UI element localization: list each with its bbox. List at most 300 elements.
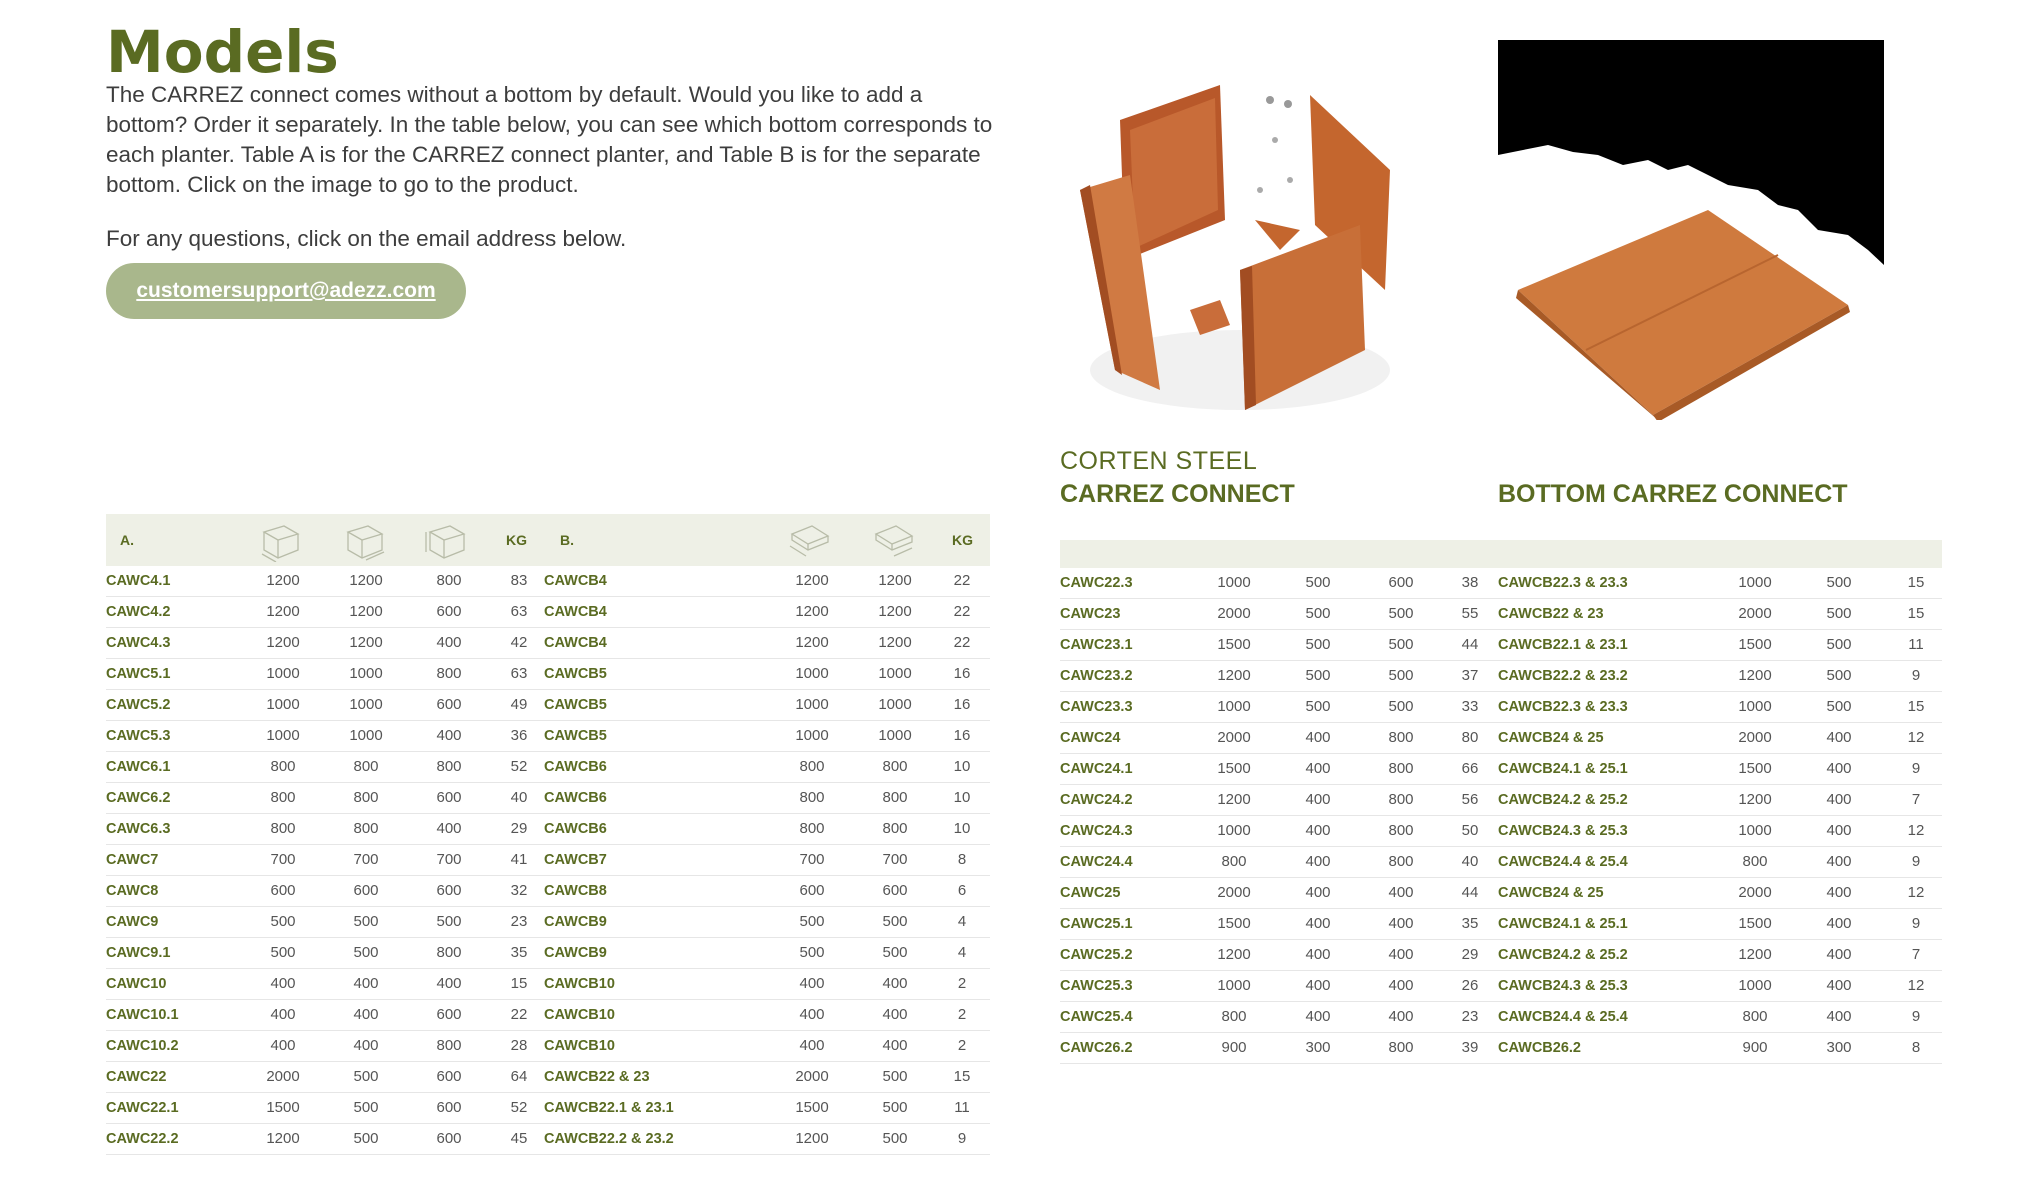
value-cell: 56 <box>1461 791 1479 808</box>
value-cell: 400 <box>882 975 908 992</box>
value-cell: 400 <box>270 1037 296 1054</box>
value-cell: 500 <box>1388 698 1414 715</box>
value-cell: 36 <box>510 727 528 744</box>
value-cell: 7 <box>1911 946 1921 963</box>
value-cell: 64 <box>510 1068 528 1085</box>
value-cell: 52 <box>510 1099 528 1116</box>
email-link-button[interactable]: customersupport@adezz.com <box>106 263 466 319</box>
value-cell: 40 <box>510 789 528 806</box>
value-cell: 2 <box>957 1006 967 1023</box>
model-code-cell[interactable]: CAWCB6 <box>544 821 607 837</box>
value-cell: 800 <box>882 758 908 775</box>
model-code-cell[interactable]: CAWC24 <box>1060 730 1121 746</box>
model-code-cell[interactable]: CAWC9.1 <box>106 945 171 961</box>
value-cell: 400 <box>799 975 825 992</box>
value-cell: 800 <box>270 789 296 806</box>
model-code-cell[interactable]: CAWCB6 <box>544 759 607 775</box>
value-cell: 15 <box>1907 574 1925 591</box>
model-code-cell[interactable]: CAWCB24.2 & 25.2 <box>1498 947 1628 963</box>
value-cell: 400 <box>1826 729 1852 746</box>
value-cell: 1200 <box>266 1130 300 1147</box>
value-cell: 800 <box>270 820 296 837</box>
value-cell: 41 <box>510 851 528 868</box>
value-cell: 22 <box>953 572 971 589</box>
value-cell: 500 <box>799 944 825 961</box>
value-cell: 1000 <box>266 696 300 713</box>
value-cell: 400 <box>1388 977 1414 994</box>
model-code-cell[interactable]: CAWC23 <box>1060 606 1121 622</box>
model-code-cell[interactable]: CAWC6.2 <box>106 790 171 806</box>
table-row <box>106 690 990 721</box>
value-cell: 1200 <box>1738 946 1772 963</box>
table-row <box>106 814 990 845</box>
table-row <box>1060 599 1942 630</box>
value-cell: 2000 <box>1738 729 1772 746</box>
value-cell: 600 <box>436 1130 462 1147</box>
value-cell: 400 <box>1305 915 1331 932</box>
model-code-cell[interactable]: CAWCB22.3 & 23.3 <box>1498 575 1628 591</box>
value-cell: 400 <box>1305 729 1331 746</box>
value-cell: 1200 <box>1738 791 1772 808</box>
model-code-cell[interactable]: CAWC6.1 <box>106 759 171 775</box>
value-cell: 400 <box>270 1006 296 1023</box>
model-code-cell[interactable]: CAWCB22.2 & 23.2 <box>544 1131 674 1147</box>
value-cell: 800 <box>270 758 296 775</box>
table-row <box>106 907 990 938</box>
value-cell: 400 <box>1826 1008 1852 1025</box>
value-cell: 1200 <box>1738 667 1772 684</box>
model-code-cell[interactable]: CAWC23.3 <box>1060 699 1133 715</box>
value-cell: 500 <box>1826 698 1852 715</box>
value-cell: 2 <box>957 1037 967 1054</box>
value-cell: 800 <box>436 758 462 775</box>
value-cell: 400 <box>1826 791 1852 808</box>
value-cell: 500 <box>270 913 296 930</box>
bottom-illustration <box>1498 40 1884 420</box>
model-code-cell[interactable]: CAWC5.3 <box>106 728 171 744</box>
value-cell: 600 <box>353 882 379 899</box>
model-code-cell[interactable]: CAWCB10 <box>544 1038 615 1054</box>
value-cell: 7 <box>1911 791 1921 808</box>
value-cell: 500 <box>799 913 825 930</box>
table-row <box>106 1124 990 1155</box>
value-cell: 700 <box>353 851 379 868</box>
model-code-cell[interactable]: CAWCB10 <box>544 976 615 992</box>
model-code-cell[interactable]: CAWC23.2 <box>1060 668 1133 684</box>
value-cell: 500 <box>353 1068 379 1085</box>
value-cell: 1000 <box>1217 822 1251 839</box>
table-row <box>106 938 990 969</box>
value-cell: 1200 <box>795 572 829 589</box>
value-cell: 40 <box>1461 853 1479 870</box>
value-cell: 15 <box>1907 605 1925 622</box>
model-code-cell[interactable]: CAWCB6 <box>544 790 607 806</box>
model-code-cell[interactable]: CAWCB22.1 & 23.1 <box>1498 637 1628 653</box>
table-row <box>1060 878 1942 909</box>
value-cell: 11 <box>954 1099 970 1116</box>
value-cell: 1000 <box>266 665 300 682</box>
model-code-cell[interactable]: CAWC5.1 <box>106 666 171 682</box>
depth-dimension-icon <box>342 522 388 567</box>
value-cell: 800 <box>436 1037 462 1054</box>
value-cell: 400 <box>436 820 462 837</box>
value-cell: 29 <box>510 820 528 837</box>
value-cell: 600 <box>436 789 462 806</box>
value-cell: 800 <box>436 572 462 589</box>
value-cell: 700 <box>799 851 825 868</box>
value-cell: 600 <box>436 1068 462 1085</box>
value-cell: 800 <box>882 789 908 806</box>
model-code-cell[interactable]: CAWCB22 & 23 <box>544 1069 650 1085</box>
table-row <box>1060 568 1942 599</box>
header-a: A. <box>120 532 134 548</box>
value-cell: 400 <box>1388 884 1414 901</box>
value-cell: 1000 <box>1217 698 1251 715</box>
model-code-cell[interactable]: CAWCB5 <box>544 728 607 744</box>
value-cell: 66 <box>1461 760 1479 777</box>
value-cell: 1500 <box>1738 760 1772 777</box>
table-header <box>1060 540 1942 568</box>
table-row <box>106 721 990 752</box>
value-cell: 1200 <box>349 634 383 651</box>
value-cell: 500 <box>353 1130 379 1147</box>
model-code-cell[interactable]: CAWC22.3 <box>1060 575 1133 591</box>
value-cell: 400 <box>1826 977 1852 994</box>
value-cell: 400 <box>1305 822 1331 839</box>
value-cell: 400 <box>1826 915 1852 932</box>
model-code-cell[interactable]: CAWC10.2 <box>106 1038 179 1054</box>
value-cell: 22 <box>953 603 971 620</box>
value-cell: 400 <box>1305 760 1331 777</box>
value-cell: 500 <box>436 913 462 930</box>
value-cell: 1200 <box>349 572 383 589</box>
value-cell: 9 <box>1911 667 1921 684</box>
value-cell: 800 <box>1388 729 1414 746</box>
value-cell: 800 <box>1742 853 1768 870</box>
width-dimension-icon <box>258 522 304 567</box>
value-cell: 500 <box>882 944 908 961</box>
value-cell: 63 <box>510 603 528 620</box>
value-cell: 83 <box>510 572 528 589</box>
model-code-cell[interactable]: CAWC22.1 <box>106 1100 179 1116</box>
value-cell: 33 <box>1461 698 1479 715</box>
value-cell: 1500 <box>1217 636 1251 653</box>
model-code-cell[interactable]: CAWCB4 <box>544 604 607 620</box>
value-cell: 500 <box>1305 574 1331 591</box>
model-code-cell[interactable]: CAWCB22.3 & 23.3 <box>1498 699 1628 715</box>
value-cell: 2000 <box>1217 884 1251 901</box>
value-cell: 1200 <box>878 572 912 589</box>
value-cell: 49 <box>510 696 528 713</box>
table-a-b <box>106 514 990 1155</box>
value-cell: 1200 <box>349 603 383 620</box>
table-row <box>106 566 990 597</box>
value-cell: 500 <box>1826 605 1852 622</box>
table-row <box>106 659 990 690</box>
value-cell: 400 <box>1305 884 1331 901</box>
value-cell: 2000 <box>1217 729 1251 746</box>
value-cell: 700 <box>270 851 296 868</box>
value-cell: 500 <box>882 1099 908 1116</box>
model-code-cell[interactable]: CAWC24.2 <box>1060 792 1133 808</box>
value-cell: 800 <box>436 665 462 682</box>
model-code-cell[interactable]: CAWC25.1 <box>1060 916 1133 932</box>
value-cell: 1000 <box>878 696 912 713</box>
value-cell: 600 <box>436 603 462 620</box>
table-row <box>106 1093 990 1124</box>
model-code-cell[interactable]: CAWC4.3 <box>106 635 171 651</box>
value-cell: 10 <box>953 789 971 806</box>
value-cell: 500 <box>353 944 379 961</box>
value-cell: 1200 <box>878 634 912 651</box>
value-cell: 400 <box>436 634 462 651</box>
value-cell: 800 <box>882 820 908 837</box>
value-cell: 37 <box>1461 667 1479 684</box>
model-code-cell[interactable]: CAWCB9 <box>544 914 607 930</box>
value-cell: 1000 <box>1738 698 1772 715</box>
value-cell: 16 <box>953 665 971 682</box>
table-row <box>106 783 990 814</box>
value-cell: 800 <box>353 789 379 806</box>
value-cell: 42 <box>510 634 528 651</box>
model-code-cell[interactable]: CAWC8 <box>106 883 159 899</box>
value-cell: 800 <box>353 820 379 837</box>
model-code-cell[interactable]: CAWC24.4 <box>1060 854 1133 870</box>
value-cell: 35 <box>510 944 528 961</box>
header-kg-b: KG <box>952 532 973 548</box>
value-cell: 400 <box>353 1037 379 1054</box>
width-dimension-icon <box>786 522 832 567</box>
value-cell: 800 <box>1221 1008 1247 1025</box>
model-code-cell[interactable]: CAWCB5 <box>544 666 607 682</box>
value-cell: 800 <box>799 820 825 837</box>
value-cell: 28 <box>510 1037 528 1054</box>
value-cell: 16 <box>953 727 971 744</box>
model-code-cell[interactable]: CAWCB26.2 <box>1498 1040 1581 1056</box>
value-cell: 1200 <box>795 1130 829 1147</box>
value-cell: 1500 <box>1738 915 1772 932</box>
model-code-cell[interactable]: CAWCB4 <box>544 635 607 651</box>
model-code-cell[interactable]: CAWCB9 <box>544 945 607 961</box>
value-cell: 1500 <box>1738 636 1772 653</box>
value-cell: 500 <box>1826 667 1852 684</box>
value-cell: 32 <box>510 882 528 899</box>
model-code-cell[interactable]: CAWC7 <box>106 852 159 868</box>
value-cell: 39 <box>1461 1039 1479 1056</box>
value-cell: 1200 <box>795 634 829 651</box>
value-cell: 500 <box>1388 605 1414 622</box>
model-code-cell[interactable]: CAWC10.1 <box>106 1007 179 1023</box>
value-cell: 500 <box>882 1068 908 1085</box>
value-cell: 45 <box>510 1130 528 1147</box>
value-cell: 12 <box>1907 977 1925 994</box>
model-code-cell[interactable]: CAWCB22.1 & 23.1 <box>544 1100 674 1116</box>
value-cell: 1000 <box>1738 977 1772 994</box>
value-cell: 1200 <box>266 572 300 589</box>
value-cell: 1500 <box>1217 915 1251 932</box>
carrez-connect-image[interactable] <box>1060 70 1420 430</box>
table-c-d-body <box>1060 568 1942 1064</box>
model-code-cell[interactable]: CAWCB5 <box>544 697 607 713</box>
value-cell: 35 <box>1461 915 1479 932</box>
model-code-cell[interactable]: CAWC10 <box>106 976 167 992</box>
value-cell: 2000 <box>1738 605 1772 622</box>
value-cell: 1200 <box>795 603 829 620</box>
value-cell: 400 <box>1826 853 1852 870</box>
value-cell: 400 <box>799 1006 825 1023</box>
value-cell: 1500 <box>1217 760 1251 777</box>
table-row <box>1060 909 1942 940</box>
table-row <box>1060 630 1942 661</box>
value-cell: 22 <box>953 634 971 651</box>
model-code-cell[interactable]: CAWC6.3 <box>106 821 171 837</box>
model-code-cell[interactable]: CAWCB24.4 & 25.4 <box>1498 854 1628 870</box>
planter-illustration <box>1060 70 1420 430</box>
caption-material: CORTEN STEEL <box>1060 447 1258 475</box>
value-cell: 400 <box>1826 946 1852 963</box>
value-cell: 8 <box>957 851 967 868</box>
model-code-cell[interactable]: CAWCB4 <box>544 573 607 589</box>
value-cell: 800 <box>1388 791 1414 808</box>
value-cell: 500 <box>882 1130 908 1147</box>
value-cell: 26 <box>1461 977 1479 994</box>
model-code-cell[interactable]: CAWC26.2 <box>1060 1040 1133 1056</box>
value-cell: 800 <box>1388 1039 1414 1056</box>
value-cell: 400 <box>1305 946 1331 963</box>
value-cell: 500 <box>353 1099 379 1116</box>
value-cell: 400 <box>882 1006 908 1023</box>
header-kg-a: KG <box>506 532 527 548</box>
value-cell: 44 <box>1461 636 1479 653</box>
value-cell: 9 <box>957 1130 967 1147</box>
bottom-carrez-connect-image[interactable] <box>1498 40 1884 420</box>
table-row <box>106 628 990 659</box>
value-cell: 600 <box>270 882 296 899</box>
value-cell: 900 <box>1742 1039 1768 1056</box>
model-code-cell[interactable]: CAWCB24.3 & 25.3 <box>1498 978 1628 994</box>
value-cell: 12 <box>1907 822 1925 839</box>
value-cell: 15 <box>953 1068 971 1085</box>
model-code-cell[interactable]: CAWC22.2 <box>106 1131 179 1147</box>
table-row <box>106 845 990 876</box>
table-row <box>106 969 990 1000</box>
value-cell: 400 <box>436 975 462 992</box>
value-cell: 1000 <box>795 665 829 682</box>
model-code-cell[interactable]: CAWCB24.4 & 25.4 <box>1498 1009 1628 1025</box>
table-a-b-body <box>106 566 990 1155</box>
value-cell: 1000 <box>1738 822 1772 839</box>
table-row <box>106 1062 990 1093</box>
caption-bottom-carrez-connect: BOTTOM CARREZ CONNECT <box>1498 480 1848 508</box>
value-cell: 29 <box>1461 946 1479 963</box>
table-c-d <box>1060 540 1942 1064</box>
model-code-cell[interactable]: CAWCB24.3 & 25.3 <box>1498 823 1628 839</box>
model-code-cell[interactable]: CAWC25.2 <box>1060 947 1133 963</box>
model-code-cell[interactable]: CAWC4.1 <box>106 573 171 589</box>
model-code-cell[interactable]: CAWCB24 & 25 <box>1498 730 1604 746</box>
value-cell: 1000 <box>349 696 383 713</box>
value-cell: 600 <box>436 882 462 899</box>
value-cell: 1000 <box>349 665 383 682</box>
table-row <box>1060 661 1942 692</box>
table-row <box>1060 754 1942 785</box>
value-cell: 1000 <box>878 665 912 682</box>
value-cell: 500 <box>353 913 379 930</box>
value-cell: 1500 <box>266 1099 300 1116</box>
table-row <box>1060 940 1942 971</box>
model-code-cell[interactable]: CAWC25 <box>1060 885 1121 901</box>
value-cell: 8 <box>1911 1039 1921 1056</box>
value-cell: 1200 <box>266 603 300 620</box>
value-cell: 400 <box>882 1037 908 1054</box>
value-cell: 16 <box>953 696 971 713</box>
model-code-cell[interactable]: CAWC24.3 <box>1060 823 1133 839</box>
model-code-cell[interactable]: CAWC24.1 <box>1060 761 1133 777</box>
table-row <box>1060 816 1942 847</box>
model-code-cell[interactable]: CAWC4.2 <box>106 604 171 620</box>
value-cell: 500 <box>1388 636 1414 653</box>
value-cell: 900 <box>1221 1039 1247 1056</box>
height-dimension-icon <box>424 522 470 567</box>
value-cell: 500 <box>882 913 908 930</box>
value-cell: 11 <box>1908 636 1924 653</box>
model-code-cell[interactable]: CAWC22 <box>106 1069 167 1085</box>
model-code-cell[interactable]: CAWCB22 & 23 <box>1498 606 1604 622</box>
value-cell: 80 <box>1461 729 1479 746</box>
model-code-cell[interactable]: CAWCB24.2 & 25.2 <box>1498 792 1628 808</box>
value-cell: 15 <box>1907 698 1925 715</box>
value-cell: 400 <box>353 975 379 992</box>
value-cell: 2 <box>957 975 967 992</box>
question-text: For any questions, click on the email address below. <box>106 226 627 251</box>
model-code-cell[interactable]: CAWCB24 & 25 <box>1498 885 1604 901</box>
value-cell: 600 <box>799 882 825 899</box>
value-cell: 400 <box>353 1006 379 1023</box>
value-cell: 400 <box>436 727 462 744</box>
model-code-cell[interactable]: CAWCB22.2 & 23.2 <box>1498 668 1628 684</box>
value-cell: 500 <box>1305 605 1331 622</box>
model-code-cell[interactable]: CAWCB24.1 & 25.1 <box>1498 916 1628 932</box>
model-code-cell[interactable]: CAWC25.3 <box>1060 978 1133 994</box>
model-code-cell[interactable]: CAWC9 <box>106 914 159 930</box>
value-cell: 500 <box>1305 667 1331 684</box>
caption-carrez-connect: CARREZ CONNECT <box>1060 480 1295 508</box>
model-code-cell[interactable]: CAWCB24.1 & 25.1 <box>1498 761 1628 777</box>
value-cell: 800 <box>799 758 825 775</box>
model-code-cell[interactable]: CAWC5.2 <box>106 697 171 713</box>
value-cell: 1200 <box>1217 791 1251 808</box>
table-row <box>1060 971 1942 1002</box>
value-cell: 1500 <box>795 1099 829 1116</box>
value-cell: 400 <box>1388 946 1414 963</box>
model-code-cell[interactable]: CAWC25.4 <box>1060 1009 1133 1025</box>
model-code-cell[interactable]: CAWCB10 <box>544 1007 615 1023</box>
value-cell: 1000 <box>349 727 383 744</box>
value-cell: 600 <box>436 1006 462 1023</box>
value-cell: 400 <box>1305 977 1331 994</box>
model-code-cell[interactable]: CAWCB7 <box>544 852 607 868</box>
model-code-cell[interactable]: CAWC23.1 <box>1060 637 1133 653</box>
table-header <box>106 514 990 566</box>
intro-text: The CARREZ connect comes without a bottom by default. Would you like to add a bottom? Order it separately. In the table below, you can see which bottom corresponds to each planter. Table A is for the CARREZ connect planter, and Table B is for the separate bottom. Click on the image to go to the product. <box>106 82 993 197</box>
value-cell: 400 <box>270 975 296 992</box>
value-cell: 500 <box>1826 574 1852 591</box>
value-cell: 400 <box>1826 760 1852 777</box>
value-cell: 15 <box>510 975 528 992</box>
value-cell: 600 <box>1388 574 1414 591</box>
model-code-cell[interactable]: CAWCB8 <box>544 883 607 899</box>
page-title: Models <box>106 18 339 86</box>
